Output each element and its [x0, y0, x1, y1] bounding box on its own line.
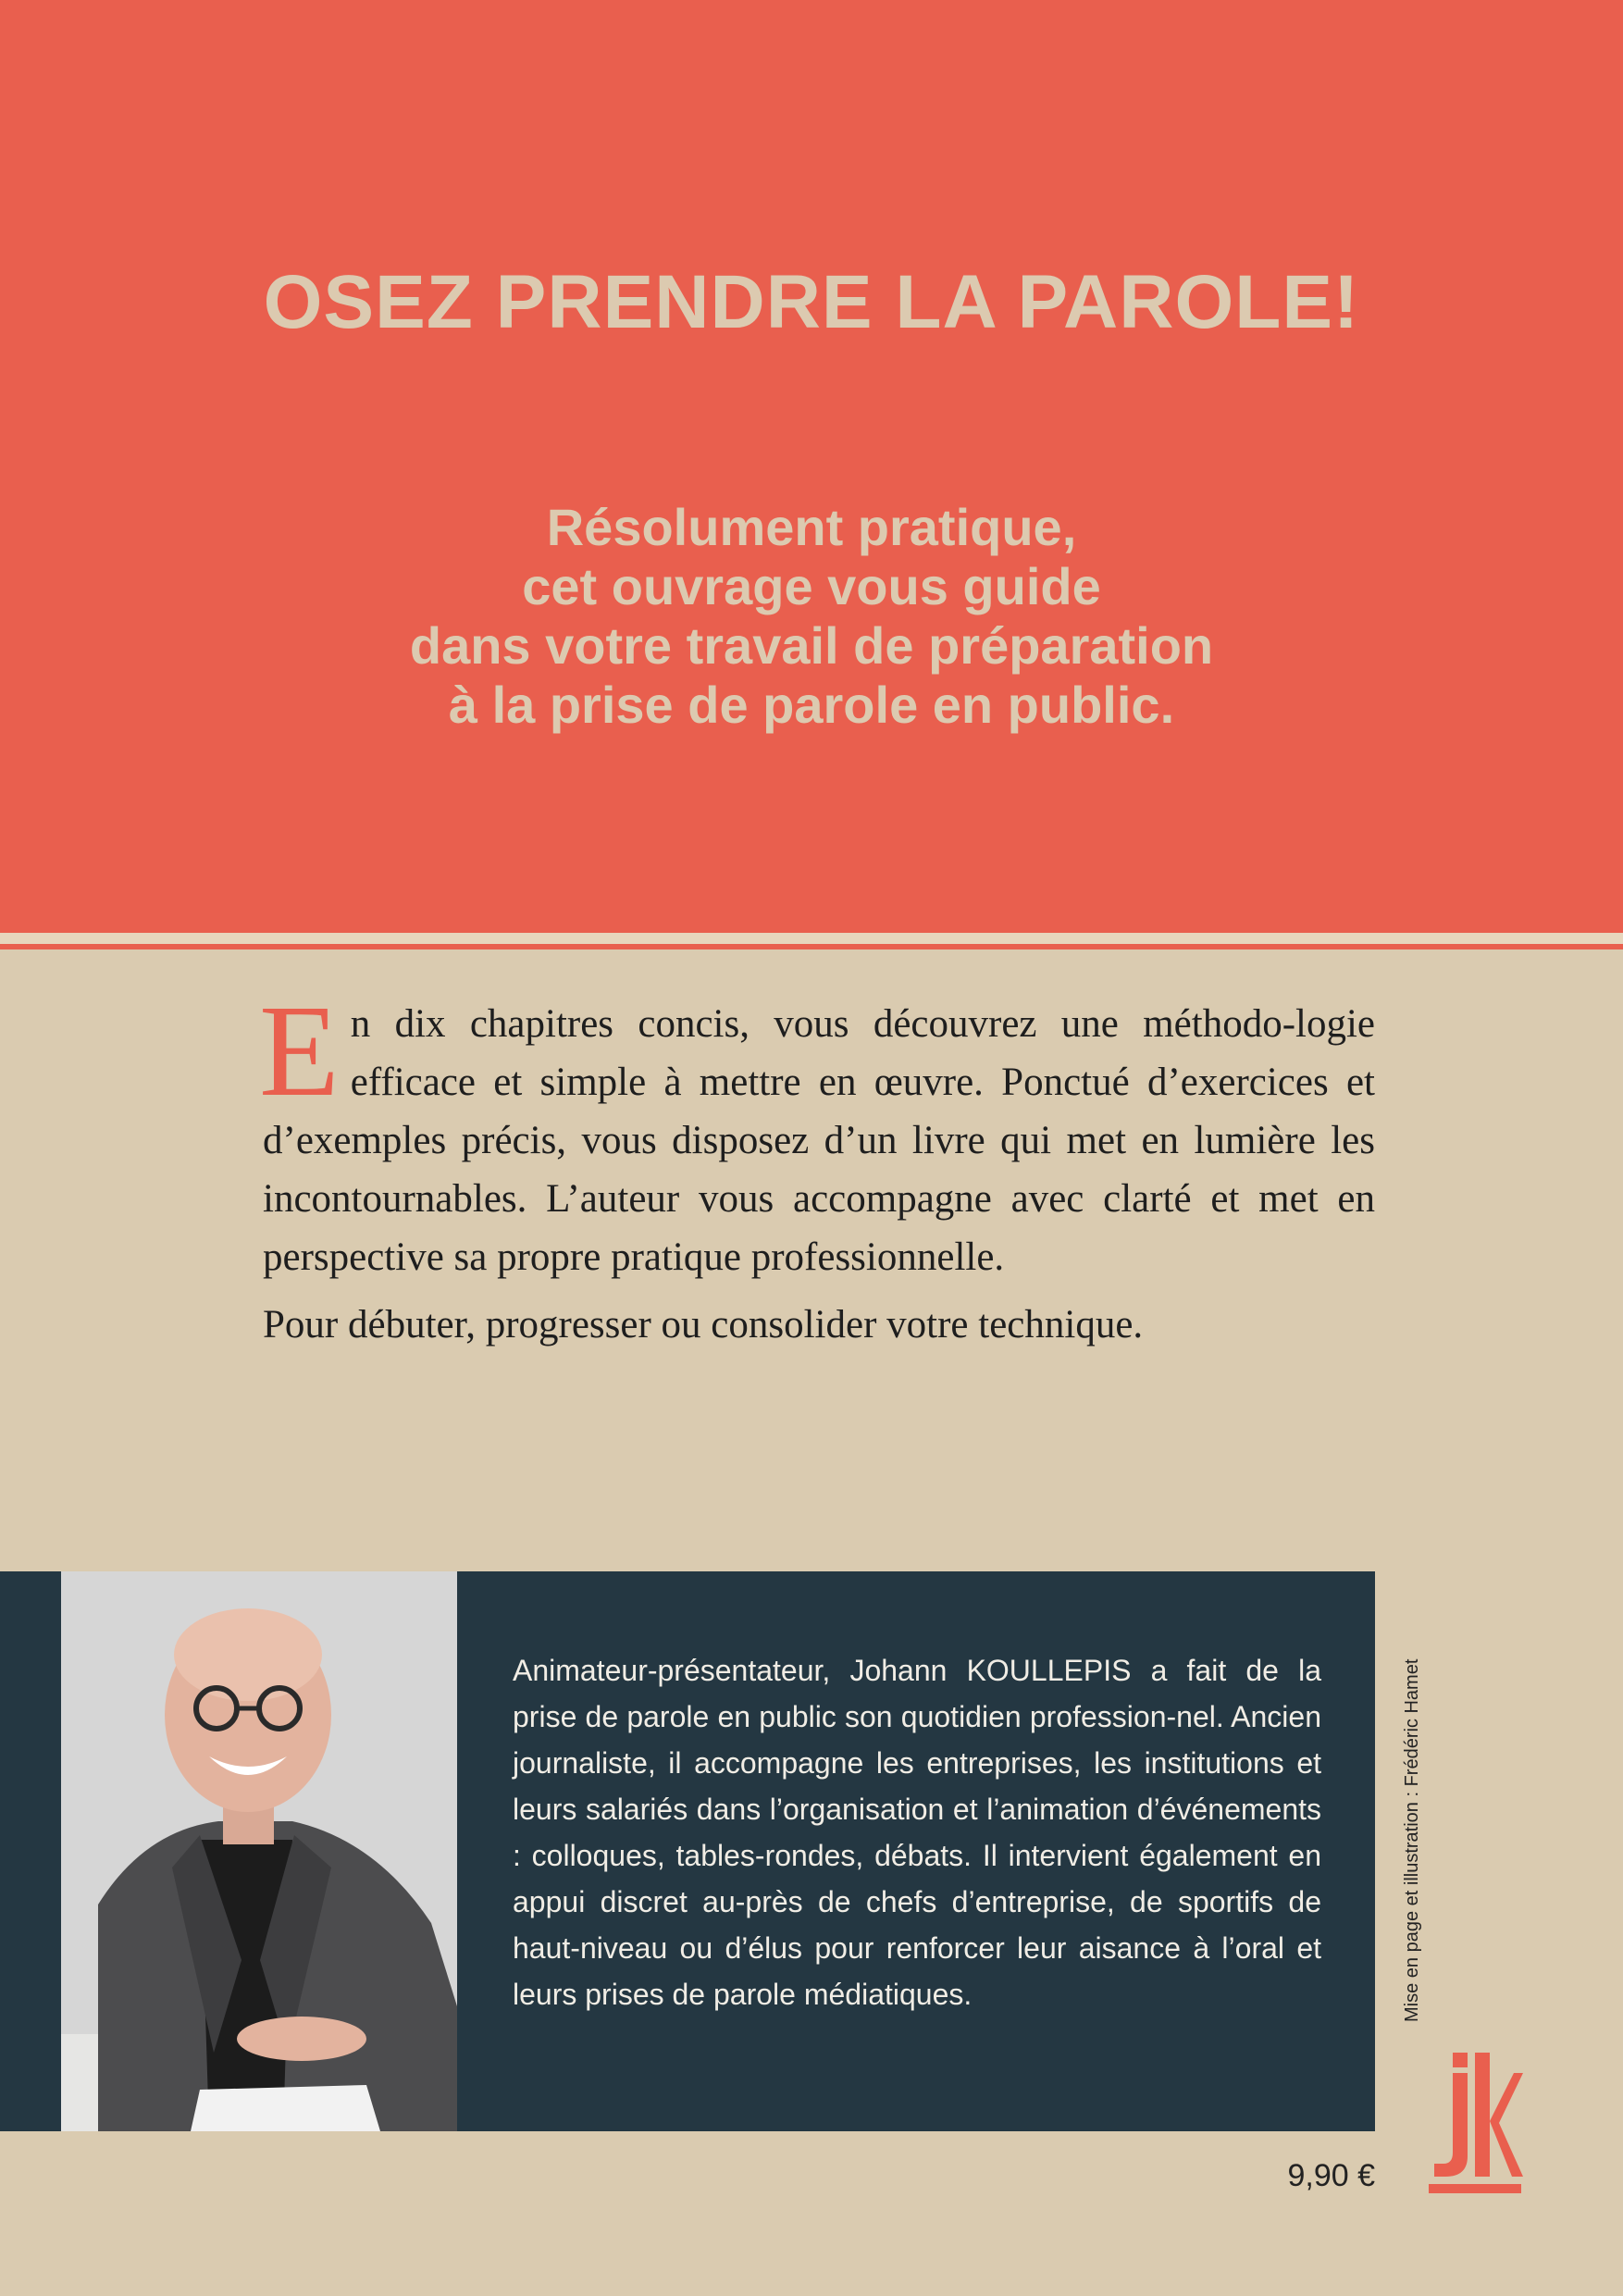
top-color-band: [0, 0, 1623, 933]
lead-line: dans votre travail de préparation: [409, 616, 1214, 675]
author-portrait-icon: [61, 1571, 457, 2131]
description-paragraph: [259, 977, 1375, 1286]
author-photo: [61, 1571, 457, 2131]
price-label: 9,90 €: [1287, 2158, 1375, 2193]
lead-text: [0, 498, 1623, 735]
paragraph-text: n dix chapitres concis, vous découvrez une méthodo-logie efficace et simple à mettre en œuvre. Ponctué d’exercices et d’exemples précis, vous disposez d’un livre qui met en lumière les incontournables. L’auteur vous accompagne avec clarté et met en perspective sa propre pratique professionnelle.: [263, 1002, 1375, 1279]
lead-line: Résolument pratique,: [546, 498, 1077, 556]
design-credit: Mise en page et illustration : Frédéric Hamet: [1402, 1658, 1422, 2022]
divider-red: [0, 944, 1623, 949]
author-bio: Animateur-présentateur, Johann KOULLEPIS a fait de la prise de parole en public son quotidien profession-nel. Ancien journaliste, il accompagne les entreprises, les institutions et leurs salariés dans l’organisation et l’animation d’événements : colloques, tables-rondes, débats. Il intervient également en appui discret au-près de chefs d’entreprise, de sportifs de haut-niveau ou d’élus pour renforcer leur aisance à l’oral et leurs prises de parole médiatiques.: [513, 1654, 1321, 2011]
lead-line: cet ouvrage vous guide: [522, 557, 1101, 615]
publisher-logo-icon: [1425, 2045, 1527, 2198]
jk-logo-icon: [1425, 2045, 1527, 2198]
book-headline: OSEZ PRENDRE LA PAROLE!: [263, 260, 1360, 344]
lead-line: à la prise de parole en public.: [448, 676, 1175, 734]
dropcap-letter: E: [259, 977, 340, 1123]
description-text: [259, 977, 1375, 1363]
divider-light: [0, 933, 1623, 944]
tagline-paragraph: Pour débuter, progresser ou consolider votre technique.: [263, 1303, 1144, 1347]
